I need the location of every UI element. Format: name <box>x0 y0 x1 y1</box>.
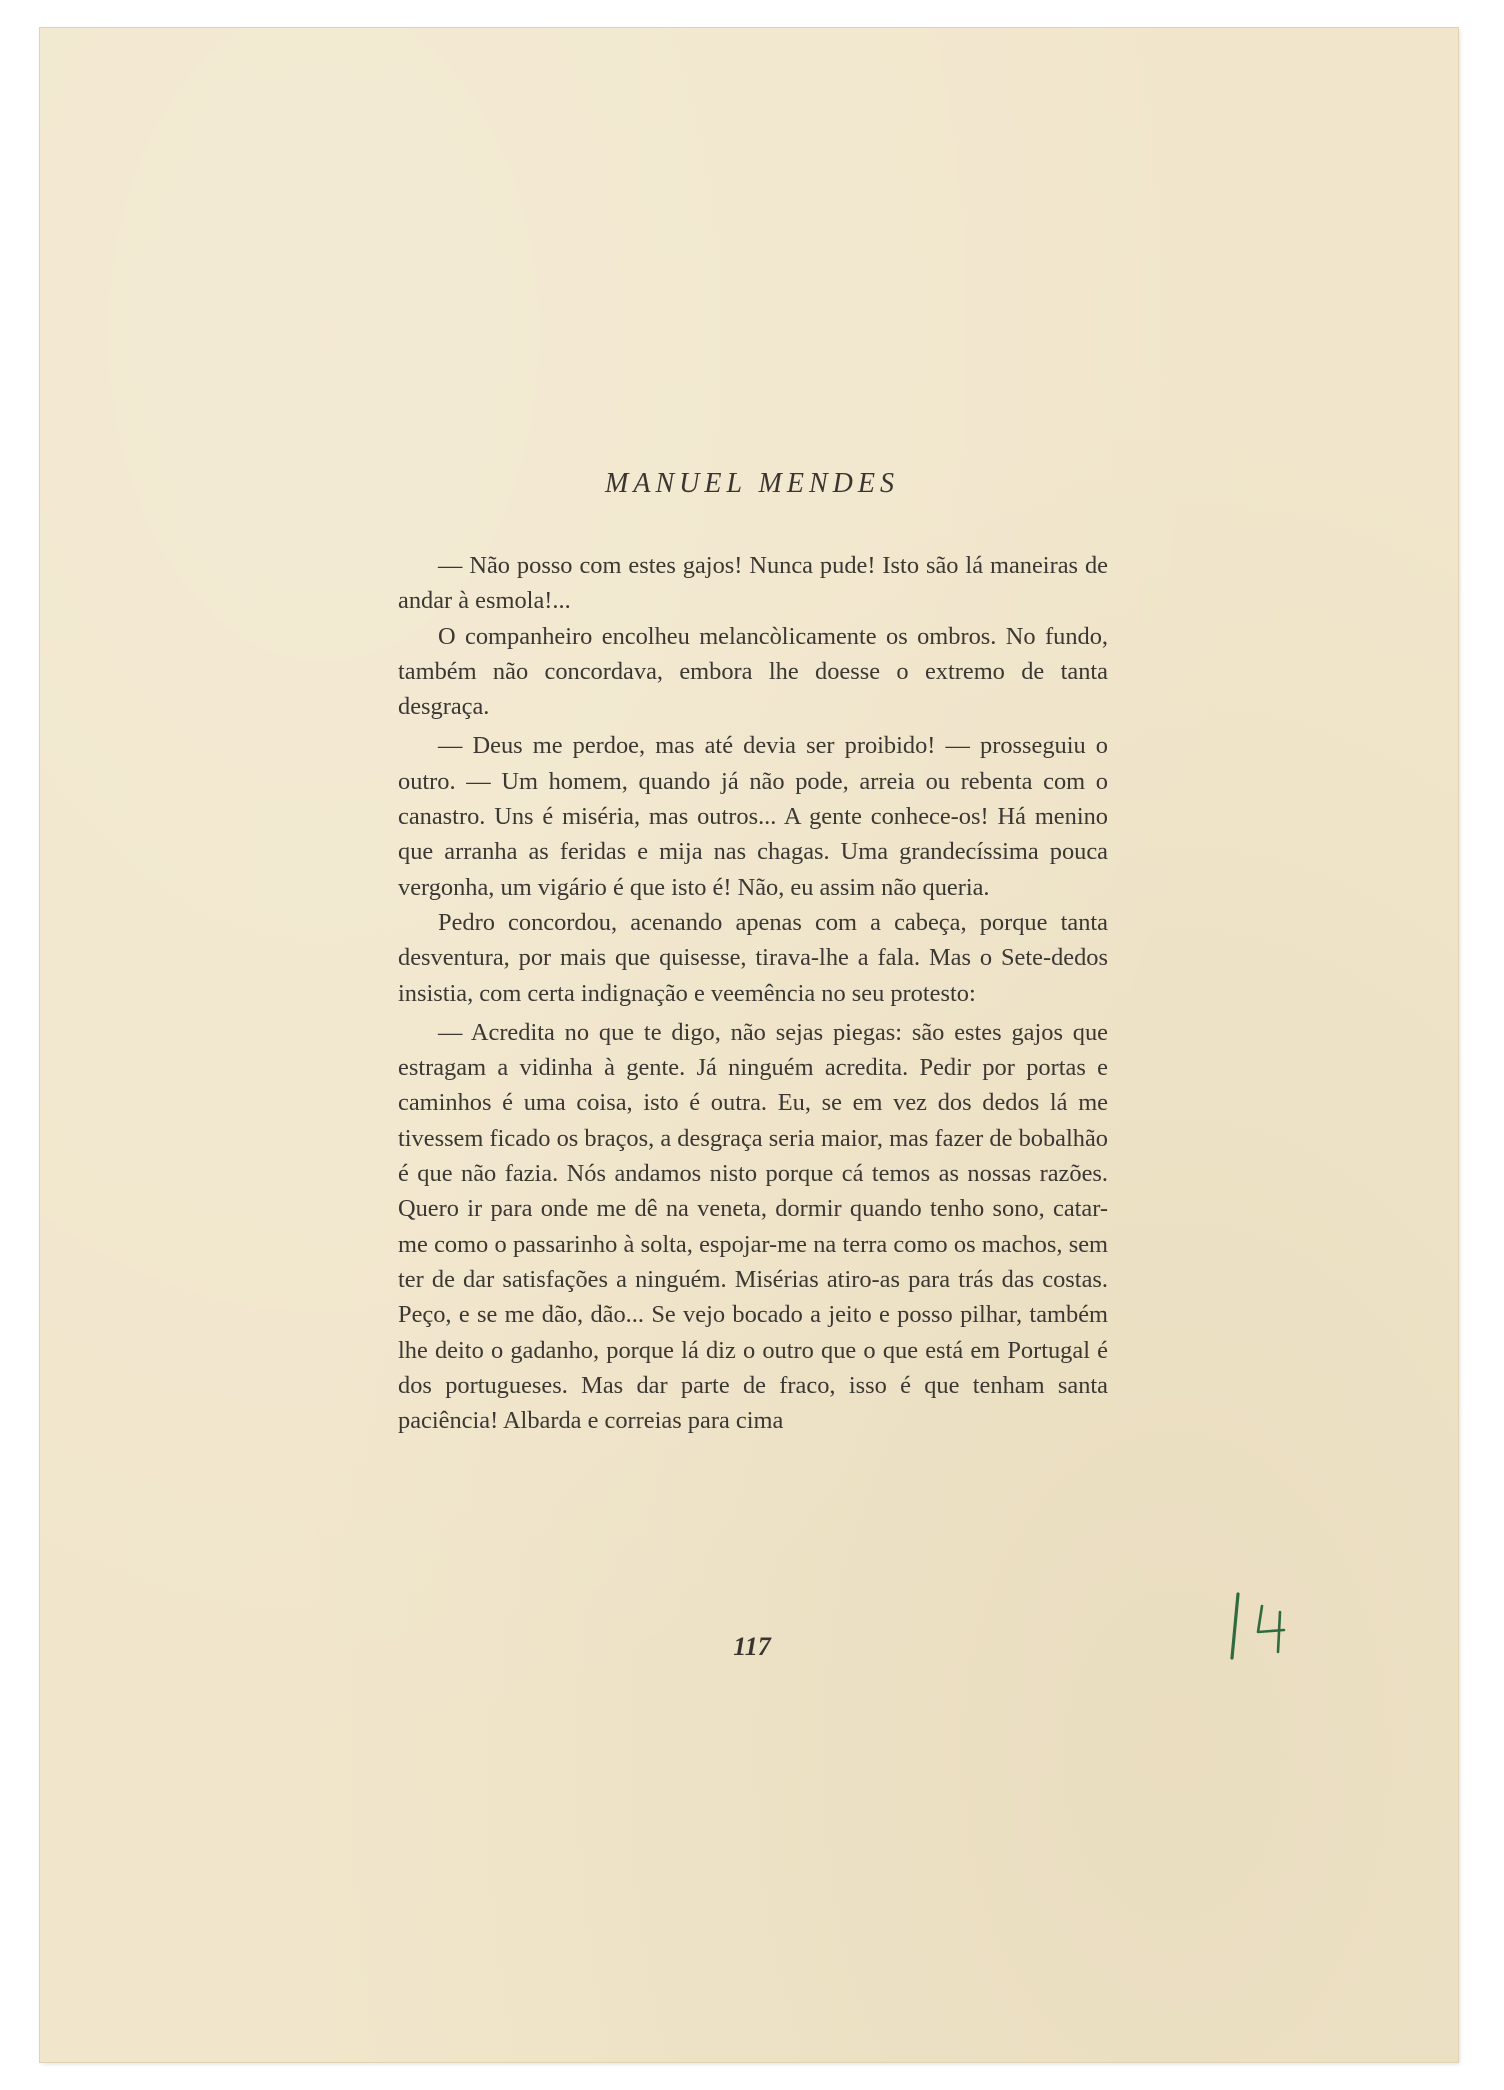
paragraph-4: Pedro concordou, acenando apenas com a cabeça, porque tanta desventura, por mais que quisesse, tirava-lhe a fala. Mas o Sete-dedos insistia, com certa indignação e veemência no seu protesto: <box>398 908 1108 1007</box>
paragraph-1: — Não posso com estes gajos! Nunca pude! Isto são lá maneiras de andar à esmola!... <box>398 552 1108 615</box>
paragraph-3: — Deus me perdoe, mas até devia ser proibido! — prosseguiu o outro. — Um homem, quando já não pode, arreia ou rebenta com o canastro. Uns é miséria, mas outros... A gente conhece-os! Há menino que arranha as feridas e mija nas chagas. Uma grandecíssima pouca vergonha, um vigário é que isto é! Não, eu assim não queria. <box>398 732 1108 901</box>
body-text <box>398 548 1108 1438</box>
running-title: MANUEL MENDES <box>605 468 899 499</box>
handwritten-page-number-14 <box>1222 1588 1302 1668</box>
paragraph-5: — Acredita no que te digo, não sejas piegas: são estes gajos que estragam a vidinha à gente. Já ninguém acredita. Pedir por portas e caminhos é uma coisa, isto é outra. Eu, se em vez dos dedos lá me tivessem ficado os braços, a desgraça seria maior, mas fazer de bobalhão é que não fazia. Nós andamos nisto porque cá temos as nossas razões. Quero ir para onde me dê na veneta, dormir quando tenho sono, catar-me como o passarinho à solta, espojar-me na terra como os machos, sem ter de dar satisfações a ninguém. Misérias atiro-as para trás das costas. Peço, e se me dão, dão... Se vejo bocado a jeito e posso pilhar, também lhe deito o gadanho, porque lá diz o outro que o que está em Portugal é dos portugueses. Mas dar parte de fraco, isso é que tenham santa paciência! Albarda e correias para cima <box>398 1018 1108 1435</box>
paragraph-2: O companheiro encolheu melancòlicamente os ombros. No fundo, também não concordava, embora lhe doesse o extremo de tanta desgraça. <box>398 622 1108 721</box>
page-number: 117 <box>733 1632 771 1661</box>
